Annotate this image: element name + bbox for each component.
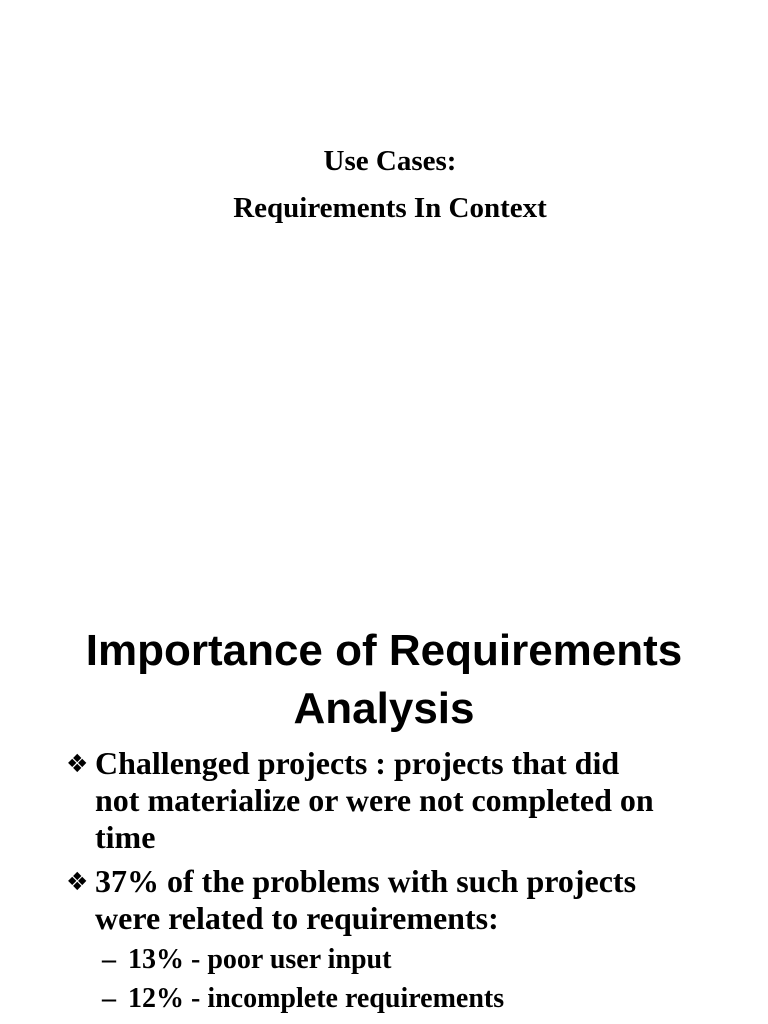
- slide-title-line-2: Requirements In Context: [233, 192, 547, 224]
- bullet-text-line: not materialize or were not completed on: [95, 782, 654, 818]
- sub-bullet-item: [102, 940, 722, 979]
- slide-heading-line-2: Analysis: [293, 684, 475, 733]
- bullet-text-line: 37% of the problems with such projects: [95, 863, 637, 899]
- bullet-list: [66, 745, 746, 944]
- slide-heading-line-1: Importance of Requirements: [85, 626, 683, 675]
- bullet-item-problems-percentage: [66, 863, 746, 937]
- diamond-bullet-icon: ❖: [66, 749, 89, 778]
- sub-bullet-item: [102, 979, 722, 1018]
- sub-bullet-text: 13% - poor user input: [128, 944, 392, 975]
- bullet-item-challenged-projects: [66, 745, 746, 856]
- slide-heading: [0, 622, 768, 738]
- bullet-text-line: Challenged projects : projects that did: [95, 745, 620, 781]
- dash-bullet-icon: –: [102, 983, 116, 1014]
- bullet-text-line: were related to requirements:: [95, 900, 499, 936]
- sub-bullet-list: [102, 940, 722, 1018]
- bullet-text-line: time: [95, 819, 156, 855]
- diamond-bullet-icon: ❖: [66, 867, 89, 896]
- sub-bullet-text: 12% - incomplete requirements: [128, 983, 505, 1014]
- slide-title-line-1: Use Cases:: [323, 145, 457, 177]
- dash-bullet-icon: –: [102, 944, 116, 975]
